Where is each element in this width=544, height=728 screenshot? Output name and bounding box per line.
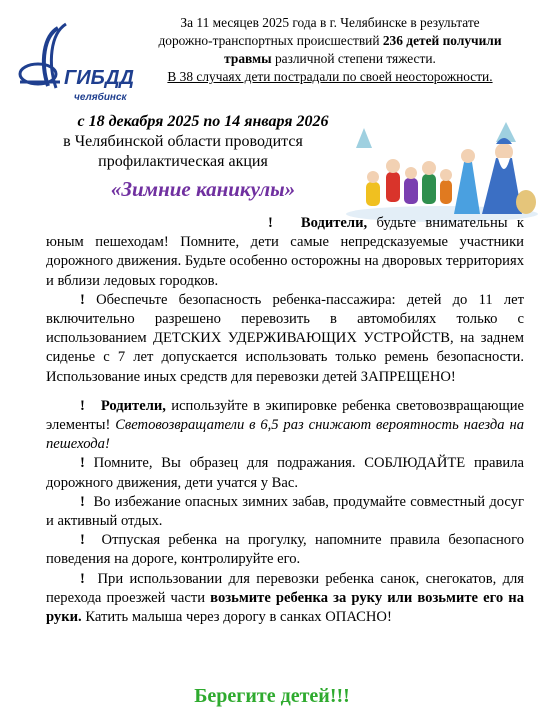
header-line-4: В 38 случаях дети пострадали по своей неосторожности. [167,69,493,84]
bang-5: ! [80,493,85,510]
drivers-text: будьте внимательны к юным пешеходам! Помните, дети самые непредсказуемые участники дорожного движения. Будьте особенно осторожны на дворовых территориях и вблизи ледовых городков. [46,215,524,289]
reflectors-fact: Световозвращатели в 6,5 раз снижают вероятность наезда на пешехода! [46,417,524,453]
logo-brand-text: ГИБДД [64,67,134,89]
paragraph-leisure [46,493,524,531]
injured-children-count: 236 детей получили [382,33,502,48]
paragraph-example [46,454,524,492]
header-line-2-text: дорожно-транспортных происшествий [158,33,383,48]
paragraph-parents [46,397,524,455]
header-line-3 [128,50,532,68]
bang-2: ! [80,291,85,308]
parents-text: используйте в экипировке ребенка световозвращающие элементы! [46,397,524,434]
logo-city-text: челябинск [74,92,127,103]
bang-6: ! [80,532,85,549]
sled-text-bold: возьмите ребенка за руку или возьмите его на руки. [46,589,525,626]
take-care-footer: Берегите детей!!! [194,685,350,707]
bang-7: ! [80,570,85,587]
injuries-word: травмы [224,51,272,66]
paragraph-sled [46,570,524,628]
child-seat-text: Обеспечьте безопасность ребенка-пассажира: детей до 11 лет включительно разрешено перевозить в автомобилях только с использованием ДЕТСКИХ УДЕРЖИВАЮЩИХ УСТРОЙСТВ, на заднем сиденье с 7 лет допускается использовать только ремень безопасности. Использование иных средств для перевозки детей ЗАПРЕЩЕНО! [46,291,524,385]
walk-text: Отпуская ребенка на прогулку, напомните правила безопасного поведения на дороге, контролируйте его. [46,532,524,568]
paragraph-drivers [46,214,524,291]
header-line-1: За 11 месяцев 2025 года в г. Челябинске в результате [180,15,480,30]
region-line-1: в Челябинской области проводится [63,133,303,150]
bang-3: ! [80,397,85,414]
drivers-word: Водители, [300,215,368,231]
sled-text-2: Катить малыша через дорогу в санках ОПАСНО! [81,609,392,626]
campaign-name: «Зимние каникулы» [110,177,296,201]
paragraph-child-seat [46,291,524,387]
leisure-text: Во избежание опасных зимних забав, продумайте совместный досуг и активный отдых. [46,493,525,530]
region-line-2: профилактическая акция [98,153,268,170]
gibdd-logo [14,22,134,108]
campaign-region [58,132,308,172]
bang-4: ! [80,455,85,472]
campaign-dates: с 18 декабря 2025 по 14 января 2026 [77,113,329,130]
paragraph-walk [46,531,524,569]
winter-children-illustration [346,118,538,220]
parents-word: Родители, [100,397,166,414]
header-line-2 [128,32,532,50]
sled-text-1: При использовании для перевозки ребенка санок, снегокатов, для перехода проезжей части [46,570,524,606]
header-line-3-text: различной степени тяжести. [271,51,436,66]
example-text: Помните, Вы образец для подражания. СОБЛЮДАЙТЕ правила дорожного движения, дети учатся у Вас. [46,455,524,491]
statistics-header [128,14,532,86]
advice-text [46,214,524,627]
bang-1: ! [268,215,273,231]
